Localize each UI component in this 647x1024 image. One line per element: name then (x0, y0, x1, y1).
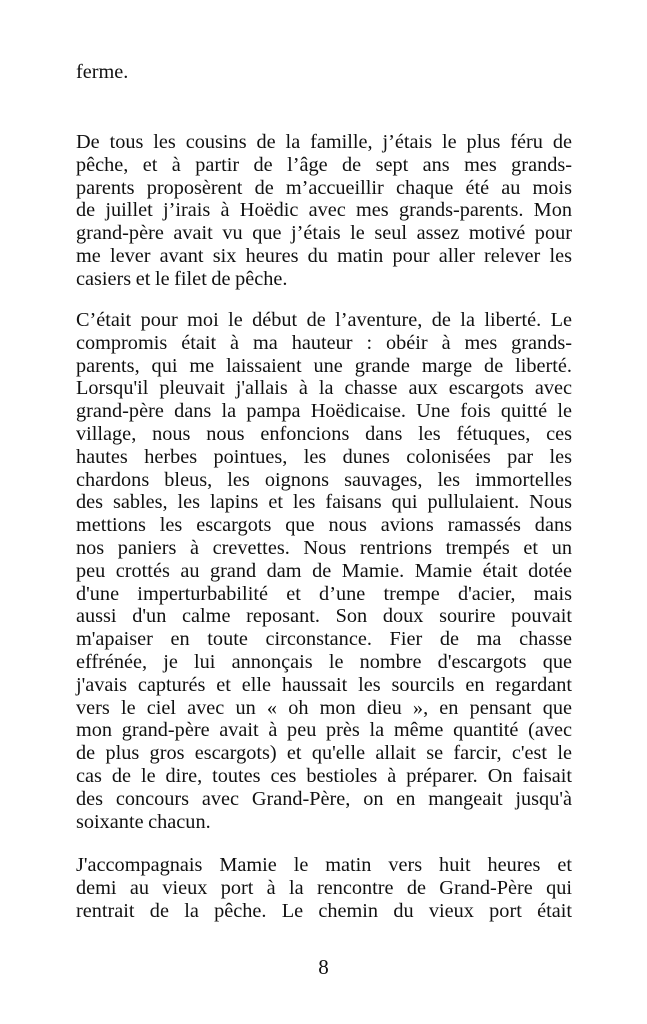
text-line: De tous les cousins de la famille, j’étais le plus féru de (76, 131, 572, 153)
text-line: chardons bleus, les oignons sauvages, les immortelles (76, 468, 572, 491)
text-line: demi au vieux port à la rencontre de Grand-Père qui (76, 876, 572, 899)
text-line: C’était pour moi le début de l’aventure, de la liberté. Le (76, 309, 572, 331)
text-line: village, nous nous enfoncions dans les fétuques, ces (76, 422, 572, 445)
text-line: des sables, les lapins et les faisans qui pullulaient. Nous (76, 491, 572, 514)
text-line: vers le ciel avec un « oh mon dieu », en pensant que (76, 696, 572, 719)
paragraph-cousins (76, 131, 572, 291)
text-line: grand-père avait vu que j’étais le seul assez motivé pour (76, 222, 572, 245)
text-line: peu crottés au grand dam de Mamie. Mamie était dotée (76, 559, 572, 582)
text-line: mettions les escargots que nous avions ramassés dans (76, 514, 572, 537)
text-line: grand-père dans la pampa Hoëdicaise. Une fois quitté le (76, 400, 572, 423)
text-line: soixante chacun. (76, 810, 211, 833)
text-line: Lorsqu'il pleuvait j'allais à la chasse aux escargots avec (76, 377, 572, 400)
text-line: me lever avant six heures du matin pour aller relever les (76, 244, 572, 267)
text-line: m'apaiser en toute circonstance. Fier de ma chasse (76, 628, 572, 651)
text-line: d'une imperturbabilité et d’une trempe d'acier, mais (76, 582, 572, 605)
text-line: effrénée, je lui annonçais le nombre d'escargots que (76, 650, 572, 673)
text-line: nos paniers à crevettes. Nous rentrions trempés et un (76, 536, 572, 559)
text-line: aussi d'un calme reposant. Son doux sourire pouvait (76, 605, 572, 628)
text-line: cas de le dire, toutes ces bestioles à préparer. On faisait (76, 764, 572, 787)
text-line: hautes herbes pointues, les dunes colonisées par les (76, 445, 572, 468)
text-line: mon grand-père avait à peu près la même quantité (avec (76, 719, 572, 742)
text-line: parents proposèrent de m’accueillir chaque été au mois (76, 176, 572, 199)
text-line: pêche, et à partir de l’âge de sept ans mes grands- (76, 153, 572, 176)
page-number: 8 (318, 955, 329, 979)
text-line: de juillet j’irais à Hoëdic avec mes grands-parents. Mon (76, 199, 572, 222)
text-line: ferme. (76, 61, 129, 83)
text-line: casiers et le filet de pêche. (76, 267, 288, 290)
text-line: de plus gros escargots) et qu'elle allait se farcir, c'est le (76, 742, 572, 765)
text-line: rentrait de la pêche. Le chemin du vieux port était (76, 899, 572, 922)
text-line: parents, qui me laissaient une grande marge de liberté. (76, 354, 572, 377)
text-line: j'avais capturés et elle haussait les sourcils en regardant (76, 673, 572, 696)
paragraph-adventure (76, 309, 572, 833)
text-line: J'accompagnais Mamie le matin vers huit heures et (76, 854, 572, 876)
paragraph-fragment (76, 61, 572, 84)
text-line: compromis était à ma hauteur : obéir à mes grands- (76, 331, 572, 354)
paragraph-morning-port (76, 854, 572, 922)
text-line: des concours avec Grand-Père, on en mangeait jusqu'à (76, 787, 572, 810)
